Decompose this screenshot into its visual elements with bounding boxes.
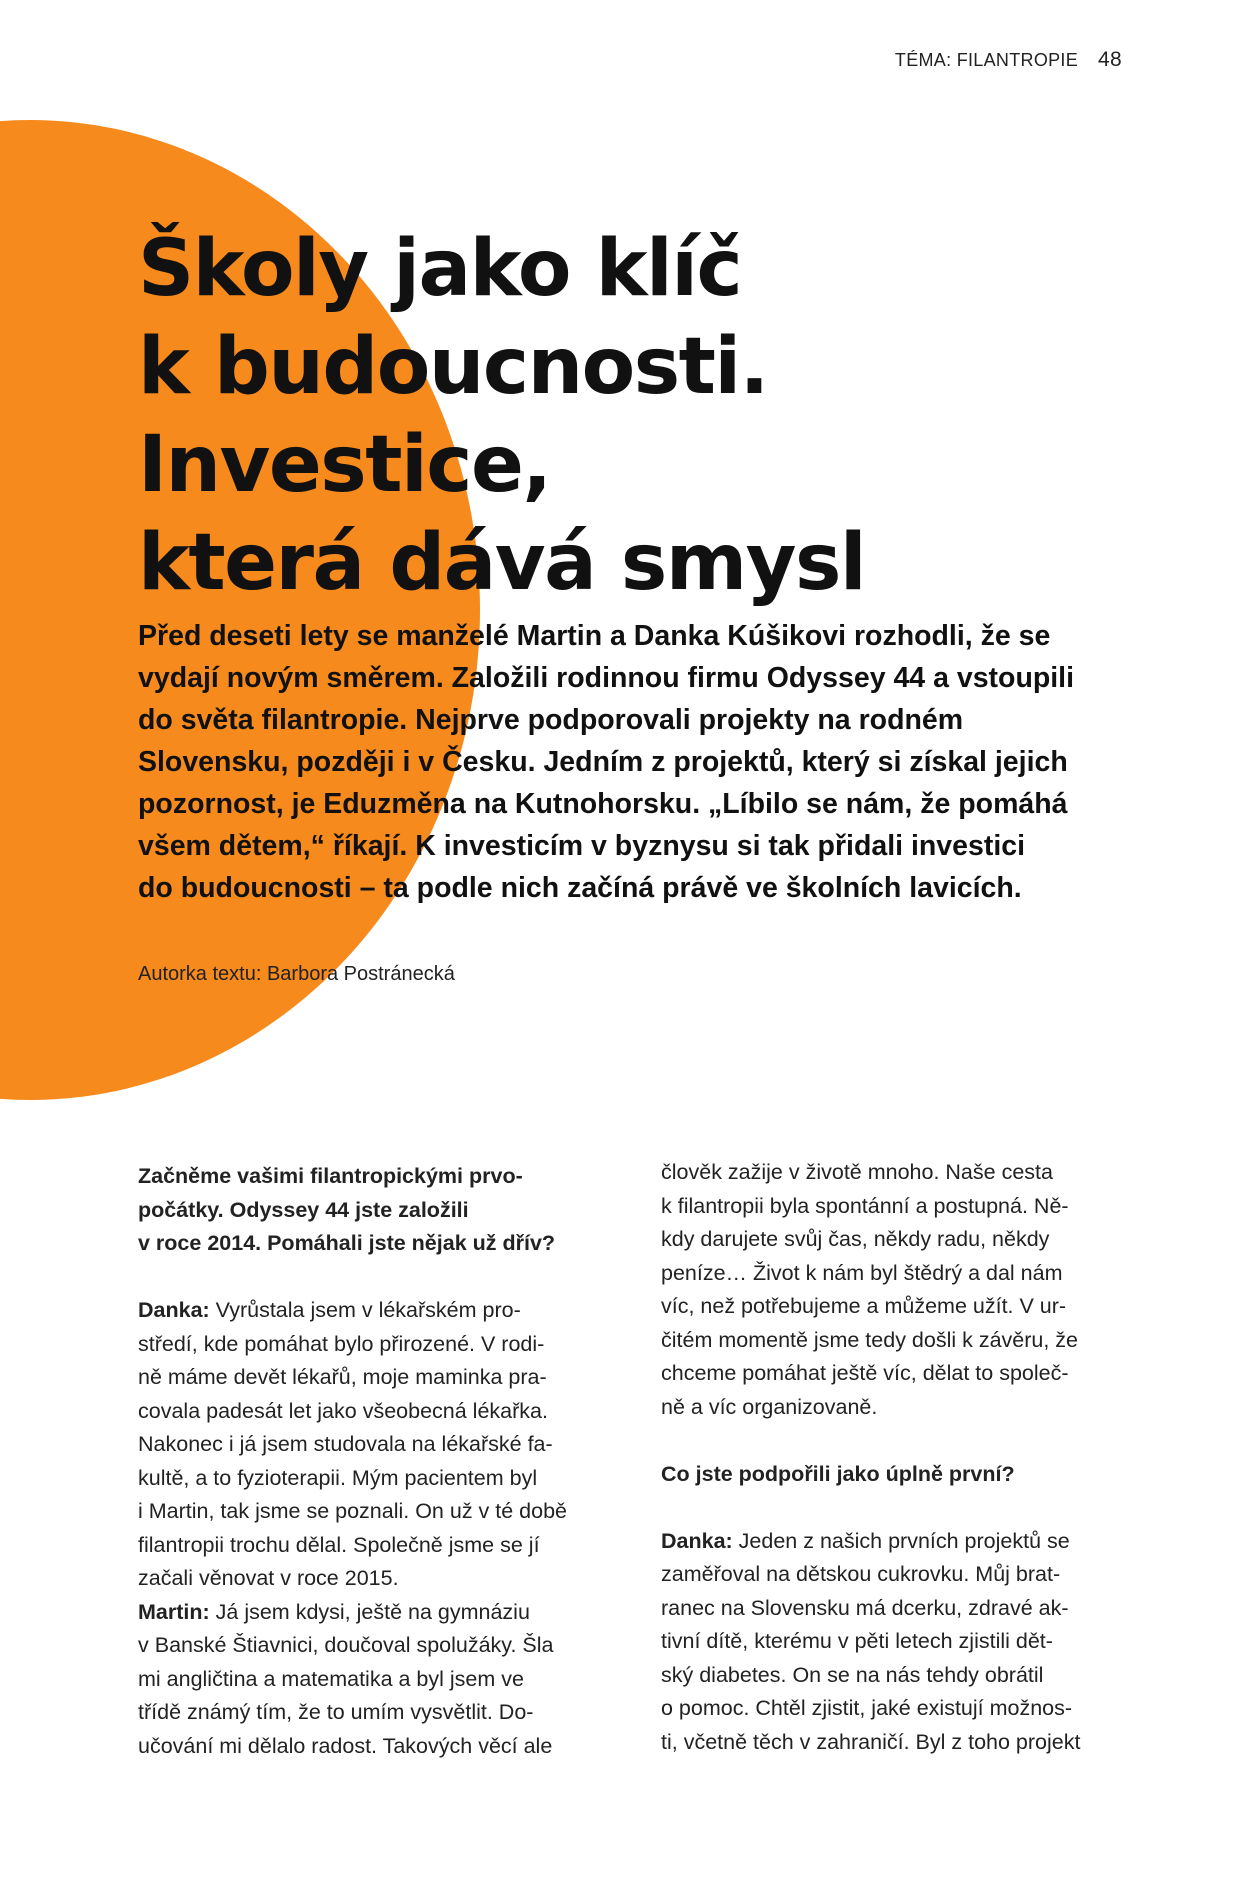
answer-line: ně máme devět lékařů, moje maminka pra- [138, 1365, 547, 1389]
section-label: TÉMA: FILANTROPIE [894, 50, 1079, 70]
right-column [661, 1156, 1129, 1759]
answer-line: čitém momentě jsme tedy došli k závěru, že [661, 1327, 1079, 1352]
left-column [138, 1160, 606, 1763]
answer-line: v Banské Štiavnici, doučoval spolužáky. Šla [138, 1633, 554, 1657]
lead-paragraph [138, 615, 1098, 909]
article-title [138, 220, 1138, 612]
answer-line: tivní dítě, kterému v pěti letech zjistili dět- [661, 1629, 1053, 1653]
speaker-label: Danka: [661, 1528, 733, 1553]
author-credit: Autorka textu: Barbora Postránecká [138, 963, 455, 985]
answer-line: učování mi dělalo radost. Takových věcí ale [138, 1733, 553, 1758]
question-line: v roce 2014. Pomáhali jste nějak už dřív? [138, 1231, 556, 1255]
answer-line: i Martin, tak jsme se poznali. On už v té době [138, 1499, 568, 1523]
answer-line: ti, včetně těch v zahraničí. Byl z toho projekt [661, 1729, 1081, 1754]
answer-martin [138, 1596, 606, 1764]
answer-line: covala padesát let jako všeobecná lékařka. [138, 1398, 548, 1423]
answer-line: Nakonec i já jsem studovala na lékařské fa- [138, 1432, 553, 1456]
speaker-label: Danka: [138, 1298, 210, 1322]
answer-line: Jeden z našich prvních projektů se [732, 1528, 1070, 1553]
question-line: Začněme vašimi filantropickými prvo- [138, 1164, 523, 1188]
question-line: počátky. Odyssey 44 jste založili [138, 1197, 469, 1222]
interview-question: Co jste podpořili jako úplně první? [661, 1461, 1015, 1486]
title-line: která dává smysl [138, 518, 866, 608]
answer-line: ranec na Slovensku má dcerku, zdravé ak- [661, 1595, 1069, 1620]
answer-line: chceme pomáhat ještě víc, dělat to společ- [661, 1361, 1069, 1385]
answer-line: o pomoc. Chtěl zjistit, jaké existují možnos- [661, 1696, 1073, 1720]
answer-line: mi angličtina a matematika a byl jsem ve [138, 1666, 524, 1691]
answer-line: Vyrůstala jsem v lékařském pro- [209, 1298, 521, 1322]
answer-danka [138, 1294, 606, 1596]
answer-line: víc, než potřebujeme a můžeme užít. V ur- [661, 1294, 1067, 1318]
answer-line: ně a víc organizovaně. [661, 1394, 878, 1419]
answer-danka [661, 1525, 1129, 1760]
speaker-label: Martin: [138, 1599, 210, 1624]
answer-continuation [661, 1156, 1129, 1424]
page-number: 48 [1098, 48, 1122, 71]
answer-line: ský diabetes. On se na nás tehdy obrátil [661, 1662, 1044, 1687]
answer-line: peníze… Život k nám byl štědrý a dal nám [661, 1260, 1063, 1285]
title-line: k budoucnosti. Investice, [138, 322, 768, 510]
lead-line: do budoucnosti – ta podle nich začíná právě ve školních lavicích. [138, 872, 1022, 904]
lead-line: vydají novým směrem. Založili rodinnou firmu Odyssey 44 a vstoupili [138, 662, 1075, 694]
answer-line: člověk zažije v životě mnoho. Naše cesta [661, 1160, 1053, 1184]
answer-line: středí, kde pomáhat bylo přirozené. V rodi- [138, 1331, 545, 1356]
answer-line: třídě známý tím, že to umím vysvětlit. Do- [138, 1700, 534, 1724]
answer-line: filantropii trochu dělal. Společně jsme se jí [138, 1532, 540, 1557]
answer-line: k filantropii byla spontánní a postupná. Ně- [661, 1193, 1069, 1218]
interview-question [138, 1160, 606, 1261]
lead-line: Slovensku, později i v Česku. Jedním z projektů, který si získal jejich [138, 746, 1068, 778]
answer-line: kultě, a to fyzioterapii. Mým pacientem byl [138, 1465, 538, 1490]
answer-line: kdy darujete svůj čas, někdy radu, někdy [661, 1227, 1050, 1251]
lead-line: pozornost, je Eduzměna na Kutnohorsku. „Líbilo se nám, že pomáhá [138, 788, 1068, 820]
running-header [895, 48, 1122, 72]
lead-line: Před deseti lety se manželé Martin a Danka Kúšikovi rozhodli, že se [138, 620, 1051, 652]
title-line: Školy jako klíč [138, 224, 742, 314]
answer-line: začali věnovat v roce 2015. [138, 1566, 399, 1590]
lead-line: do světa filantropie. Nejprve podporovali projekty na rodném [138, 704, 964, 736]
lead-line: všem dětem,“ říkají. K investicím v byznysu si tak přidali investici [138, 830, 1026, 862]
answer-line: Já jsem kdysi, ještě na gymnáziu [209, 1599, 530, 1624]
answer-line: zaměřoval na dětskou cukrovku. Můj brat- [661, 1562, 1061, 1586]
